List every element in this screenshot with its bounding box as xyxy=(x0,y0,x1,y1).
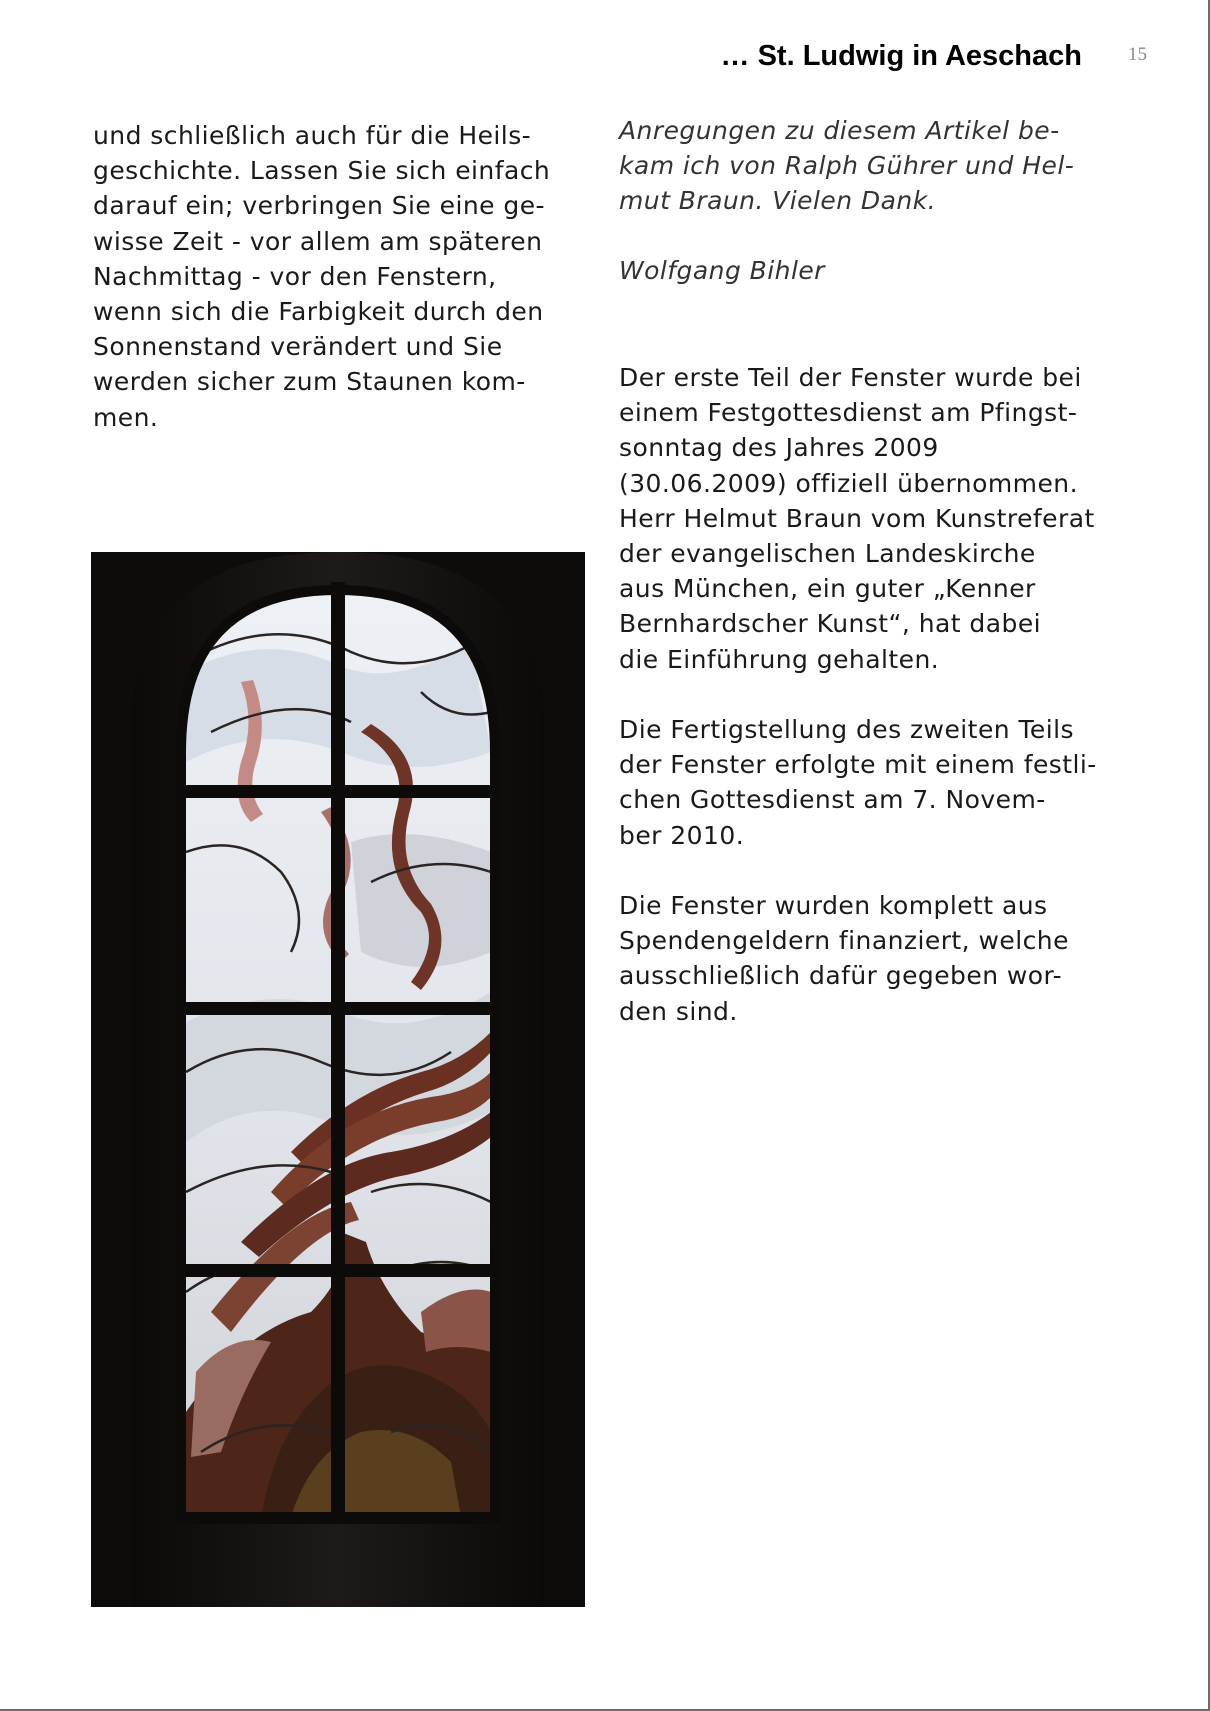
stained-glass-window-photo xyxy=(91,552,585,1607)
text-line: kam ich von Ralph Gührer und Hel- xyxy=(619,151,1075,181)
text-line: darauf ein; verbringen Sie eine ge- xyxy=(93,191,546,221)
text-line: Nachmittag - vor den Fenstern, xyxy=(93,261,497,291)
transom-bar xyxy=(175,1002,501,1015)
text-line: die Einführung gehalten. xyxy=(619,644,940,674)
transom-bar xyxy=(175,1264,501,1277)
text-line: ausschließlich dafür gegeben wor- xyxy=(619,961,1063,991)
sill-bar xyxy=(175,1512,501,1524)
text-line: Herr Helmut Braun vom Kunstreferat xyxy=(619,503,1095,533)
running-header-title: … St. Ludwig in Aeschach xyxy=(720,40,1082,72)
article-credit xyxy=(619,113,1074,219)
text-line: einem Festgottesdienst am Pfingst- xyxy=(619,398,1078,428)
text-line: Sonnenstand verändert und Sie xyxy=(93,332,503,362)
text-line: werden sicher zum Staunen kom- xyxy=(93,367,526,397)
text-line: Spendengeldern finanziert, welche xyxy=(619,926,1069,956)
text-line: ber 2010. xyxy=(619,820,745,850)
text-line: Die Fenster wurden komplett aus xyxy=(619,891,1048,920)
right-paragraph-3 xyxy=(619,888,1069,1029)
transom-bar xyxy=(175,785,501,798)
text-line: der evangelischen Landeskirche xyxy=(619,539,1036,569)
right-paragraph-2 xyxy=(619,712,1097,853)
left-column-paragraph xyxy=(93,118,550,435)
text-line: chen Gottesdienst am 7. Novem- xyxy=(619,785,1046,815)
text-line: Bernhardscher Kunst“, hat dabei xyxy=(619,609,1042,639)
page-number: 15 xyxy=(1128,44,1147,65)
stained-glass-window-illustration xyxy=(91,552,585,1607)
author-line: Wolfgang Bihler xyxy=(619,256,825,285)
text-line: Anregungen zu diesem Artikel be- xyxy=(619,116,1060,145)
text-line: aus München, ein guter „Kenner xyxy=(619,574,1036,604)
mullion-bar xyxy=(331,582,345,1522)
text-line: Der erste Teil der Fenster wurde bei xyxy=(619,363,1082,392)
text-line: (30.06.2009) offiziell übernommen. xyxy=(619,468,1078,498)
text-line: wenn sich die Farbigkeit durch den xyxy=(93,297,544,327)
text-line: den sind. xyxy=(619,996,738,1026)
text-line: der Fenster erfolgte mit einem festli- xyxy=(619,750,1097,780)
text-line: wisse Zeit - vor allem am späteren xyxy=(93,226,543,256)
author-name xyxy=(619,253,825,288)
text-line: sonntag des Jahres 2009 xyxy=(619,433,939,463)
text-line: Die Fertigstellung des zweiten Teils xyxy=(619,715,1075,744)
text-line: und schließlich auch für die Heils- xyxy=(93,121,532,150)
text-line: geschichte. Lassen Sie sich einfach xyxy=(93,156,551,186)
right-paragraph-1 xyxy=(619,360,1095,677)
text-line: mut Braun. Vielen Dank. xyxy=(619,186,937,216)
text-line: men. xyxy=(93,402,159,432)
